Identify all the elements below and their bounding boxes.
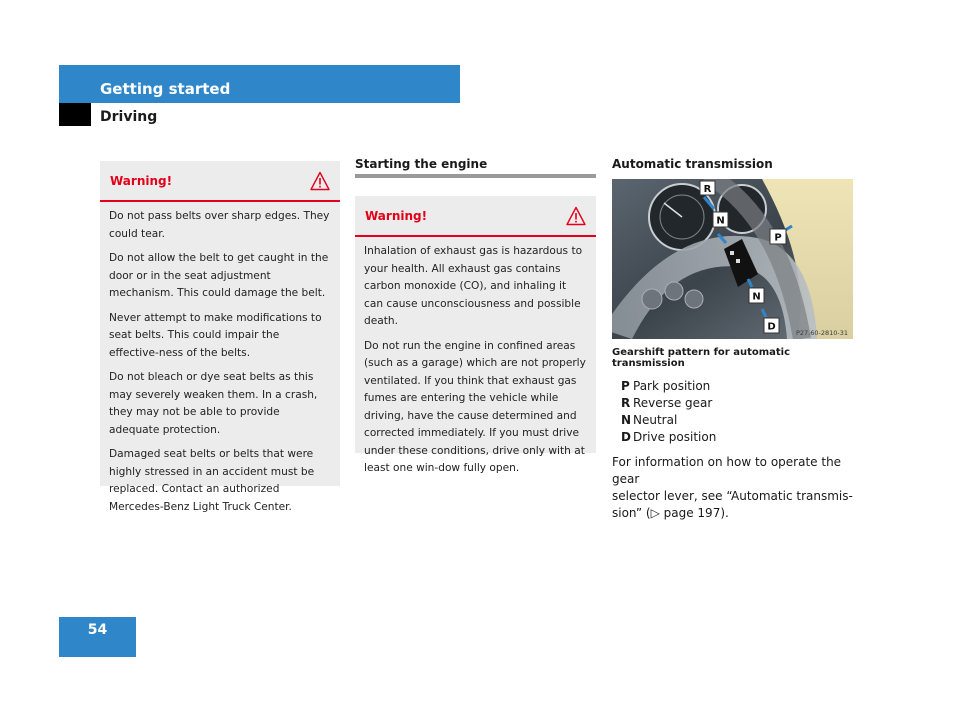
section-subtitle: Driving	[100, 109, 158, 125]
gearshift-photo	[612, 179, 853, 339]
warning-label: Warning!	[110, 173, 173, 188]
exhaust-warning-box	[355, 196, 596, 474]
automatic-transmission-title: Automatic transmission	[612, 157, 773, 171]
warning-header	[100, 161, 340, 202]
section-divider	[355, 174, 596, 178]
gear-label-d: D	[767, 321, 776, 333]
gear-desc: Reverse gear	[633, 396, 713, 410]
warning-paragraph: Inhalation of exhaust gas is hazardous to your health. All exhaust gas contains carbon monoxide (CO), and inhaling it can cause unconsciousness and possible death.	[364, 245, 583, 327]
gear-label-n-upper: N	[716, 215, 725, 227]
gear-desc: Park position	[633, 379, 711, 393]
gear-item	[621, 395, 716, 412]
warning-header	[355, 196, 596, 237]
gearshift-illustration	[612, 179, 853, 339]
warning-paragraph: Do not run the engine in confined areas (such as a garage) which are not properly ventilated. If you think that exhaust gas fumes are entering the vehicle while driving, have the cause determined and corrected immediately. If you must drive under these conditions, drive only with at least one win-dow fully open.	[364, 339, 586, 474]
gear-key: P	[621, 379, 630, 393]
warning-paragraph: Do not bleach or dye seat belts as this may severely weaken them. In a crash, they may not be able to provide adequate protection.	[109, 371, 318, 436]
gear-label-n-lower: N	[752, 291, 761, 303]
warning-paragraph: Damaged seat belts or belts that were highly stressed in an accident must be replaced. Contact an authorized Mercedes-Benz Light Truck Center.	[109, 448, 315, 513]
warning-paragraph: Never attempt to make modifications to seat belts. This could impair the effective-ness of the belts.	[109, 311, 322, 359]
warning-label: Warning!	[365, 208, 428, 223]
warning-paragraph: Do not pass belts over sharp edges. They could tear.	[109, 210, 330, 240]
gear-list	[621, 378, 716, 446]
gear-key: R	[621, 396, 631, 410]
warning-body	[100, 202, 340, 516]
gear-key: D	[621, 430, 631, 444]
page-number: 54	[59, 617, 136, 657]
info-line: For information on how to operate the gear	[612, 455, 842, 486]
gear-item	[621, 378, 716, 395]
info-line: selector lever, see “Automatic transmis-	[612, 489, 853, 503]
section-tab-marker	[59, 103, 91, 126]
warning-paragraph: Do not allow the belt to get caught in the door or in the seat adjustment mechanism. This could damage the belt.	[109, 252, 329, 299]
info-line-page-reference: sion” (▷ page 197).	[612, 506, 729, 520]
warning-body	[355, 237, 596, 478]
gear-desc: Drive position	[633, 430, 717, 444]
gear-label-r: R	[703, 184, 712, 195]
transmission-info-text	[612, 454, 862, 522]
header-bar	[59, 65, 460, 103]
seat-belt-warning-box	[100, 161, 340, 513]
starting-engine-title: Starting the engine	[355, 157, 488, 171]
photo-code: P27.60-2810-31	[795, 329, 848, 337]
gear-label-p: P	[774, 232, 782, 244]
warning-triangle-icon	[566, 206, 586, 226]
gear-key: N	[621, 413, 632, 427]
chapter-title: Getting started	[100, 80, 231, 98]
gear-item	[621, 429, 716, 446]
warning-triangle-icon	[310, 171, 330, 191]
gear-desc: Neutral	[633, 413, 678, 427]
gear-item	[621, 412, 716, 429]
photo-caption: Gearshift pattern for automatic transmission	[612, 347, 791, 369]
